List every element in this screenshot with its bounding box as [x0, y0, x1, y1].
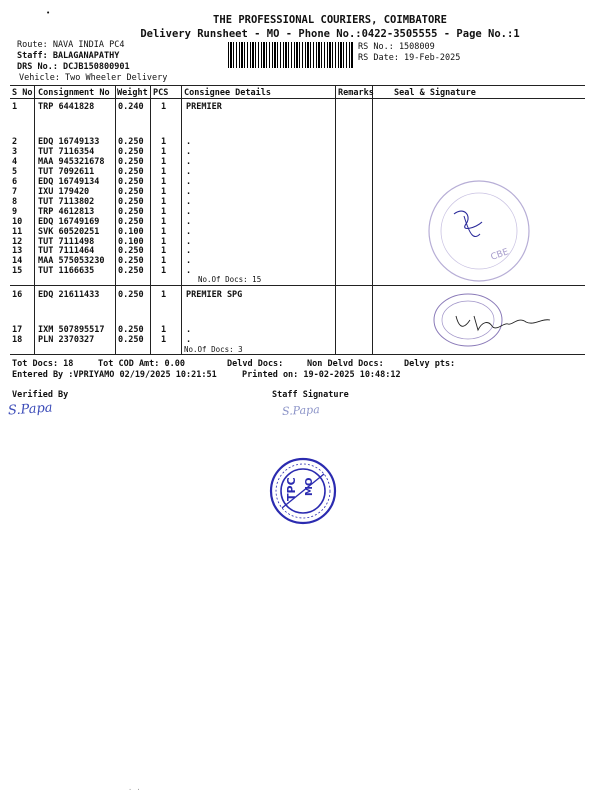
- row-pcs: 1: [161, 137, 167, 147]
- row-sno: 7: [12, 186, 18, 197]
- row-sno: 8: [12, 196, 18, 207]
- row-weight: 0.250: [118, 196, 144, 207]
- row-consignee: .: [186, 236, 192, 247]
- row-consignment-no: IXM 507895517: [38, 325, 105, 335]
- row-consignment-no: EDQ 16749133: [38, 137, 100, 147]
- row-sno: 12: [12, 236, 23, 247]
- row-sno: 1: [12, 102, 18, 112]
- row-sno: 9: [12, 206, 18, 217]
- row-weight: 0.240: [118, 102, 144, 112]
- row-weight: 0.250: [118, 325, 144, 335]
- row-pcs: 1: [161, 186, 167, 197]
- row-pcs: 1: [161, 266, 167, 277]
- row-consignee: .: [186, 176, 192, 187]
- row-weight: 0.250: [118, 146, 144, 157]
- col-header-consignee: Consignee Details: [184, 88, 271, 98]
- row-sno: 5: [12, 166, 18, 177]
- row-pcs: 1: [161, 156, 167, 167]
- row-consignee: PREMIER: [186, 102, 222, 112]
- row-weight: 0.250: [118, 166, 144, 177]
- col-header-sno: S No: [12, 88, 33, 98]
- col-header-pcs: PCS: [153, 88, 169, 98]
- col-divider-6: [372, 85, 373, 354]
- staff-label: Staff: BALAGANAPATHY: [17, 51, 120, 61]
- group2-signature-stamp: [430, 292, 570, 352]
- tpc-stamp-line1: TPC: [285, 477, 298, 501]
- row-weight: 0.250: [118, 216, 144, 227]
- row-consignment-no: IXU 179420: [38, 186, 90, 197]
- rs-number: RS No.: 1508009: [358, 42, 435, 52]
- row-weight: 0.250: [118, 256, 144, 267]
- row-pcs: 1: [161, 256, 167, 267]
- barcode: [228, 42, 354, 68]
- col-header-seal: Seal & Signature: [394, 88, 476, 98]
- row-weight: 0.250: [118, 266, 144, 277]
- bottom-scribble: · ·: [128, 786, 141, 794]
- col-divider-5: [335, 85, 336, 354]
- row-pcs: 1: [161, 102, 167, 112]
- runsheet-title: Delivery Runsheet - MO - Phone No.:0422-3505555 - Page No.:1: [140, 28, 520, 40]
- round-stamp: [424, 176, 534, 286]
- row-consignment-no: EDQ 16749134: [38, 176, 100, 187]
- delivered-docs: Delvd Docs:: [227, 359, 284, 369]
- row-weight: 0.250: [118, 246, 144, 257]
- verified-signature: S.Papa: [7, 400, 54, 419]
- tpc-mo-stamp: [268, 456, 338, 526]
- row-consignment-no: TUT 7116354: [38, 146, 95, 157]
- staff-signature: S.Papa: [281, 403, 321, 418]
- row-weight: 0.250: [118, 334, 144, 345]
- row-pcs: 1: [161, 206, 167, 217]
- col-divider-2: [115, 85, 116, 354]
- drs-label: DRS No.: DCJB150800901: [17, 62, 130, 72]
- company-name: THE PROFESSIONAL COURIERS, COIMBATORE: [213, 14, 447, 26]
- printed-on: Printed on: 19-02-2025 10:48:12: [242, 370, 401, 380]
- row-sno: 3: [12, 146, 18, 157]
- row-sno: 4: [12, 156, 18, 167]
- col-header-remarks: Remarks: [338, 88, 374, 98]
- delivery-points: Delvy pts:: [404, 359, 456, 369]
- row-sno: 11: [12, 226, 23, 237]
- row-consignee: .: [186, 266, 192, 277]
- row-consignee: .: [186, 146, 192, 157]
- row-consignee: .: [186, 334, 192, 345]
- row-weight: 0.250: [118, 176, 144, 187]
- row-consignment-no: EDQ 21611433: [38, 290, 100, 300]
- row-pcs: 1: [161, 216, 167, 227]
- col-divider-1: [34, 85, 35, 354]
- row-pcs: 1: [161, 325, 167, 335]
- table-top-line: [10, 85, 585, 86]
- rs-date: RS Date: 19-Feb-2025: [358, 53, 461, 63]
- row-weight: 0.250: [118, 137, 144, 147]
- row-consignee: .: [186, 206, 192, 217]
- row-consignment-no: TUT 7113802: [38, 196, 95, 207]
- table-bottom-line: [10, 354, 585, 355]
- row-consignee: .: [186, 156, 192, 167]
- row-consignee: .: [186, 186, 192, 197]
- row-pcs: 1: [161, 166, 167, 177]
- row-consignment-no: MAA 575053230: [38, 256, 105, 267]
- col-divider-3: [150, 85, 151, 354]
- row-consignee: .: [186, 246, 192, 257]
- col-divider-4: [181, 85, 182, 354]
- row-consignee: .: [186, 216, 192, 227]
- row-consignment-no: TRP 4612813: [38, 206, 95, 217]
- staff-signature-label: Staff Signature: [272, 390, 349, 400]
- row-consignment-no: TUT 1166635: [38, 266, 95, 277]
- row-consignment-no: TUT 7111498: [38, 236, 95, 247]
- row-pcs: 1: [161, 246, 167, 257]
- row-consignee: .: [186, 325, 192, 335]
- verified-by-label: Verified By: [12, 390, 69, 400]
- corner-mark: •: [46, 9, 51, 17]
- col-header-consignment: Consignment No: [38, 88, 110, 98]
- row-pcs: 1: [161, 226, 167, 237]
- group1-doc-count: No.Of Docs: 15: [198, 275, 262, 284]
- col-header-weight: Weight: [117, 88, 148, 98]
- row-sno: 17: [12, 325, 23, 335]
- total-docs: Tot Docs: 18: [12, 359, 74, 369]
- row-pcs: 1: [161, 196, 167, 207]
- row-consignment-no: EDQ 16749169: [38, 216, 100, 227]
- row-sno: 18: [12, 334, 23, 345]
- route-label: Route: NAVA INDIA PC4: [17, 40, 125, 50]
- row-consignee: PREMIER SPG: [186, 290, 243, 300]
- row-pcs: 1: [161, 334, 167, 345]
- row-pcs: 1: [161, 290, 167, 300]
- row-consignment-no: SVK 60520251: [38, 226, 100, 237]
- row-sno: 14: [12, 256, 23, 267]
- row-sno: 10: [12, 216, 23, 227]
- row-consignment-no: MAA 945321678: [38, 156, 105, 167]
- tpc-stamp-line2: MO: [304, 477, 315, 496]
- row-consignment-no: PLN 2370327: [38, 334, 95, 345]
- row-weight: 0.250: [118, 206, 144, 217]
- row-consignee: .: [186, 196, 192, 207]
- row-pcs: 1: [161, 236, 167, 247]
- row-pcs: 1: [161, 176, 167, 187]
- row-sno: 15: [12, 266, 23, 277]
- row-weight: 0.100: [118, 226, 144, 237]
- row-weight: 0.250: [118, 290, 144, 300]
- row-sno: 16: [12, 290, 23, 300]
- row-weight: 0.100: [118, 236, 144, 247]
- row-weight: 0.250: [118, 156, 144, 167]
- row-consignee: .: [186, 137, 192, 147]
- non-delivered-docs: Non Delvd Docs:: [307, 359, 384, 369]
- row-pcs: 1: [161, 146, 167, 157]
- row-weight: 0.250: [118, 186, 144, 197]
- row-sno: 2: [12, 137, 18, 147]
- row-consignment-no: TUT 7092611: [38, 166, 95, 177]
- vehicle-label: Vehicle: Two Wheeler Delivery: [19, 73, 168, 83]
- row-consignment-no: TUT 7111464: [38, 246, 95, 257]
- row-consignee: .: [186, 226, 192, 237]
- round-stamp-text: CBE: [489, 247, 511, 263]
- row-sno: 13: [12, 246, 23, 257]
- group2-doc-count: No.Of Docs: 3: [184, 345, 243, 354]
- row-sno: 6: [12, 176, 18, 187]
- table-header-line: [10, 98, 585, 99]
- row-consignment-no: TRP 6441828: [38, 102, 95, 112]
- row-consignee: .: [186, 166, 192, 177]
- total-cod-amount: Tot COD Amt: 0.00: [98, 359, 185, 369]
- row-consignee: .: [186, 256, 192, 267]
- entered-by: Entered By :VPRIYAMO 02/19/2025 10:21:51: [12, 370, 217, 380]
